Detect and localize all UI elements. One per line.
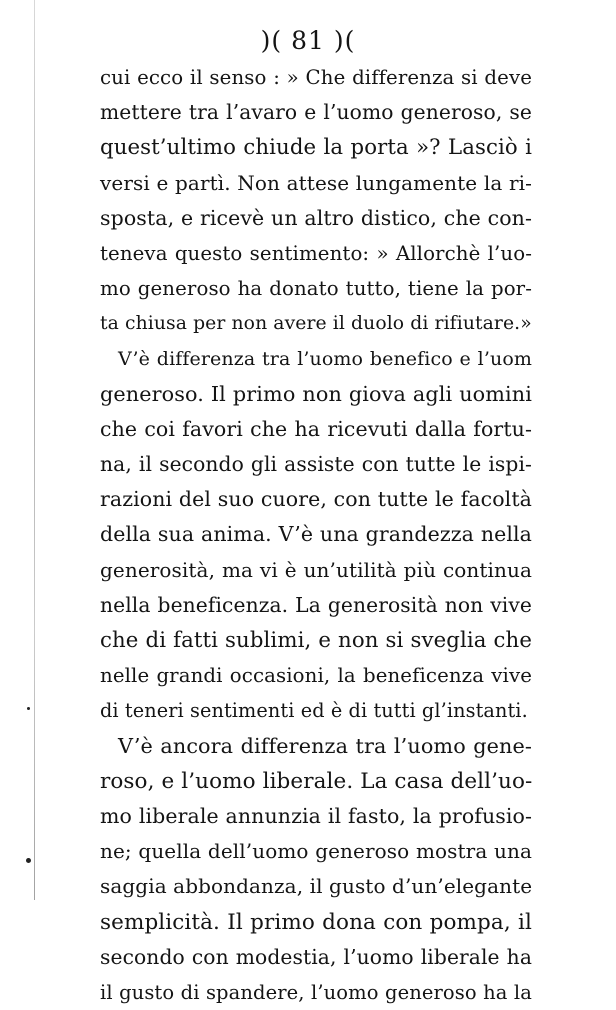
text-line: ne; quella dell’uomo generoso mostra una [100, 839, 532, 864]
text-line: mettere tra l’avaro e l’uomo generoso, se [100, 100, 532, 125]
text-line: quest’ultimo chiude la porta »? Lasciò i [100, 135, 532, 161]
text-line: roso, e l’uomo liberale. La casa dell’uo- [100, 768, 533, 794]
text-line: mo generoso ha donato tutto, tiene la por- [100, 277, 532, 301]
text-line: che coi favori che ha ricevuti dalla fortu- [100, 416, 532, 441]
text-line: razioni del suo cuore, con tutte le facoltà [100, 487, 532, 512]
page-number: )( 81 )( [260, 26, 356, 55]
text-line: della sua anima. V’è una grandezza nella [100, 522, 532, 547]
body-text [100, 60, 532, 1010]
text-line: semplicità. Il primo dona con pompa, il [100, 909, 532, 935]
text-line: versi e partì. Non attese lungamente la ri- [100, 170, 532, 195]
text-line: mo liberale annunzia il fasto, la profusio- [100, 803, 532, 828]
page-gutter-edge [34, 0, 35, 900]
text-line: nella beneficenza. La generosità non vive [100, 592, 532, 617]
text-line: il gusto di spandere, l’uomo generoso ha la [100, 980, 532, 1004]
paragraph-first-line: V’è ancora differenza tra l’uomo gene- [118, 733, 532, 758]
ink-speck [27, 707, 30, 710]
text-line: cui ecco il senso : » Che differenza si deve [100, 66, 532, 89]
text-line: secondo con modestia, l’uomo liberale ha [100, 944, 532, 969]
text-line: na, il secondo gli assiste con tutte le ispi- [100, 452, 532, 477]
text-line: di teneri sentimenti ed è di tutti gl’instanti. [100, 699, 528, 723]
text-line: saggia abbondanza, il gusto d’un’elegante [100, 874, 533, 899]
text-line: che di fatti sublimi, e non si sveglia che [100, 628, 532, 653]
text-line: generoso. Il primo non giova agli uomini [100, 381, 532, 406]
text-line: sposta, e ricevè un altro distico, che con- [100, 205, 532, 230]
paragraph-first-line: V’è differenza tra l’uomo benefico e l’uom [118, 347, 532, 370]
text-line: teneva questo sentimento: » Allorchè l’uo- [100, 241, 532, 265]
ink-speck [26, 858, 31, 863]
text-line: ta chiusa per non avere il duolo di rifiutare.» [100, 313, 532, 335]
text-line: nelle grandi occasioni, la beneficenza vive [100, 664, 532, 688]
text-line: generosità, ma vi è un’utilità più continua [100, 557, 532, 582]
